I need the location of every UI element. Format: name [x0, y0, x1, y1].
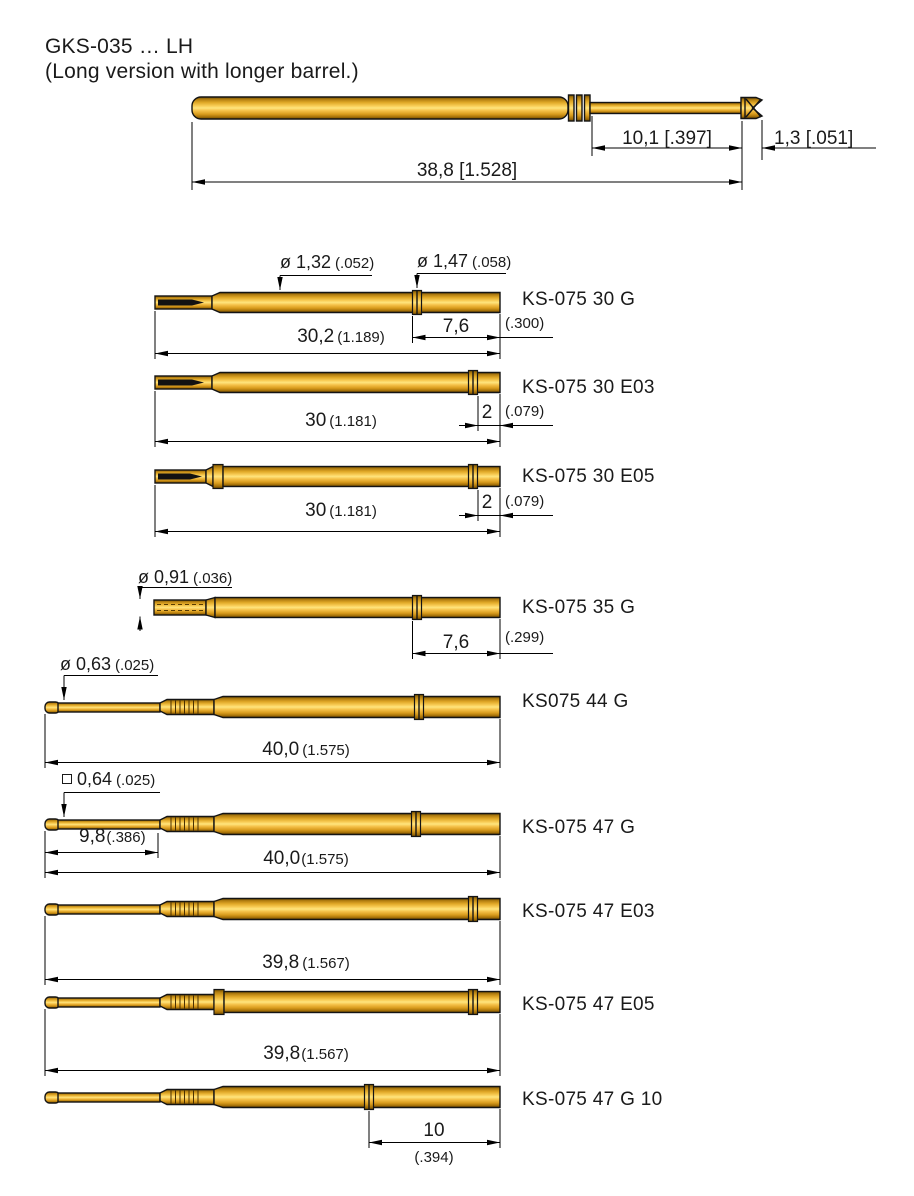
- dim-row6-length: 40,0(1.575): [263, 848, 349, 869]
- dim-row4-sub: 7,6: [442, 632, 470, 653]
- dim-row1-dia-collar: ø 1,47 (.058): [417, 251, 512, 271]
- knurl-marks: [171, 1091, 198, 1104]
- probe-label-ks075-44-g: KS075 44 G: [522, 691, 629, 712]
- probe-drawing-ks075-44-g: [45, 695, 500, 720]
- knurl-marks: [171, 818, 198, 831]
- probe-label-ks-075-35-g: KS-075 35 G: [522, 597, 636, 618]
- probe-label-ks-075-30-e05: KS-075 30 E05: [522, 466, 655, 487]
- knurl-marks: [171, 996, 198, 1009]
- probe-drawing-ks-075-30-e05: [155, 465, 500, 489]
- probe-label-ks-075-30-g: KS-075 30 G: [522, 289, 636, 310]
- dim-row5-dia-tip: ø 0,63 (.025): [60, 654, 155, 674]
- dim-row2-length: 30 (1.181): [305, 410, 377, 431]
- dim-row9-sub-inch: (.394): [414, 1149, 454, 1166]
- dim-row6-dia-tip: 0,64 (.025): [62, 770, 155, 789]
- square-tip-symbol: [62, 774, 72, 784]
- dims-ks-075-47-e03: [45, 916, 500, 985]
- probe-drawing-ks-075-30-e03: [155, 371, 500, 395]
- probe-label-ks-075-30-e03: KS-075 30 E03: [522, 377, 655, 398]
- dim-row2-sub-inch: (.079): [505, 403, 545, 420]
- dim-row1-dia-barrel: ø 1,32 (.052): [280, 252, 375, 272]
- probe-drawing-ks-075-47-e05: [45, 990, 500, 1015]
- dim-gks-total: 38,8 [1.528]: [416, 160, 518, 181]
- dim-row4-dia-tube: ø 0,91 (.036): [138, 567, 233, 587]
- dim-row2-sub: 2: [481, 402, 493, 423]
- probe-drawing-ks-075-47-g-10: [45, 1085, 500, 1110]
- dim-row3-sub: 2: [481, 492, 493, 513]
- probe-label-ks-075-47-e05: KS-075 47 E05: [522, 994, 655, 1015]
- dim-row8-length: 39,8(1.567): [263, 1043, 349, 1064]
- dim-row6-tiplength: 9,8(.386): [79, 826, 146, 847]
- dim-row9-sub: 10: [423, 1120, 445, 1141]
- dim-row7-length: 39,8 (1.567): [262, 952, 350, 973]
- dim-gks-plunger: 10,1 [.397]: [622, 128, 712, 149]
- dim-gks-tip: 1,3 [.051]: [774, 128, 854, 149]
- page-subtitle: (Long version with longer barrel.): [45, 60, 359, 83]
- probe-drawing-ks-075-35-g: [154, 596, 500, 620]
- page-title: GKS-035 … LH: [45, 35, 194, 58]
- probe-drawing-ks-075-30-g: [155, 291, 500, 315]
- probe-drawing-gks-035-lh: [192, 95, 762, 121]
- dim-row5-length: 40,0 (1.575): [262, 739, 350, 760]
- dim-row1-length: 30,2 (1.189): [297, 326, 385, 347]
- probe-label-ks-075-47-g: KS-075 47 G: [522, 817, 636, 838]
- dim-row1-sub: 7,6: [442, 316, 470, 337]
- knurl-marks: [171, 701, 198, 714]
- knurl-marks: [171, 903, 198, 916]
- dim-row3-sub-inch: (.079): [505, 493, 545, 510]
- dim-row3-length: 30 (1.181): [305, 500, 377, 521]
- dim-row4-sub-inch: (.299): [505, 629, 545, 646]
- dims-ks-075-30-g: [155, 274, 553, 360]
- probe-label-ks-075-47-e03: KS-075 47 E03: [522, 901, 655, 922]
- probe-drawing-ks-075-47-e03: [45, 897, 500, 922]
- probe-label-ks-075-47-g-10: KS-075 47 G 10: [522, 1089, 663, 1110]
- dim-row1-sub-inch: (.300): [505, 315, 545, 332]
